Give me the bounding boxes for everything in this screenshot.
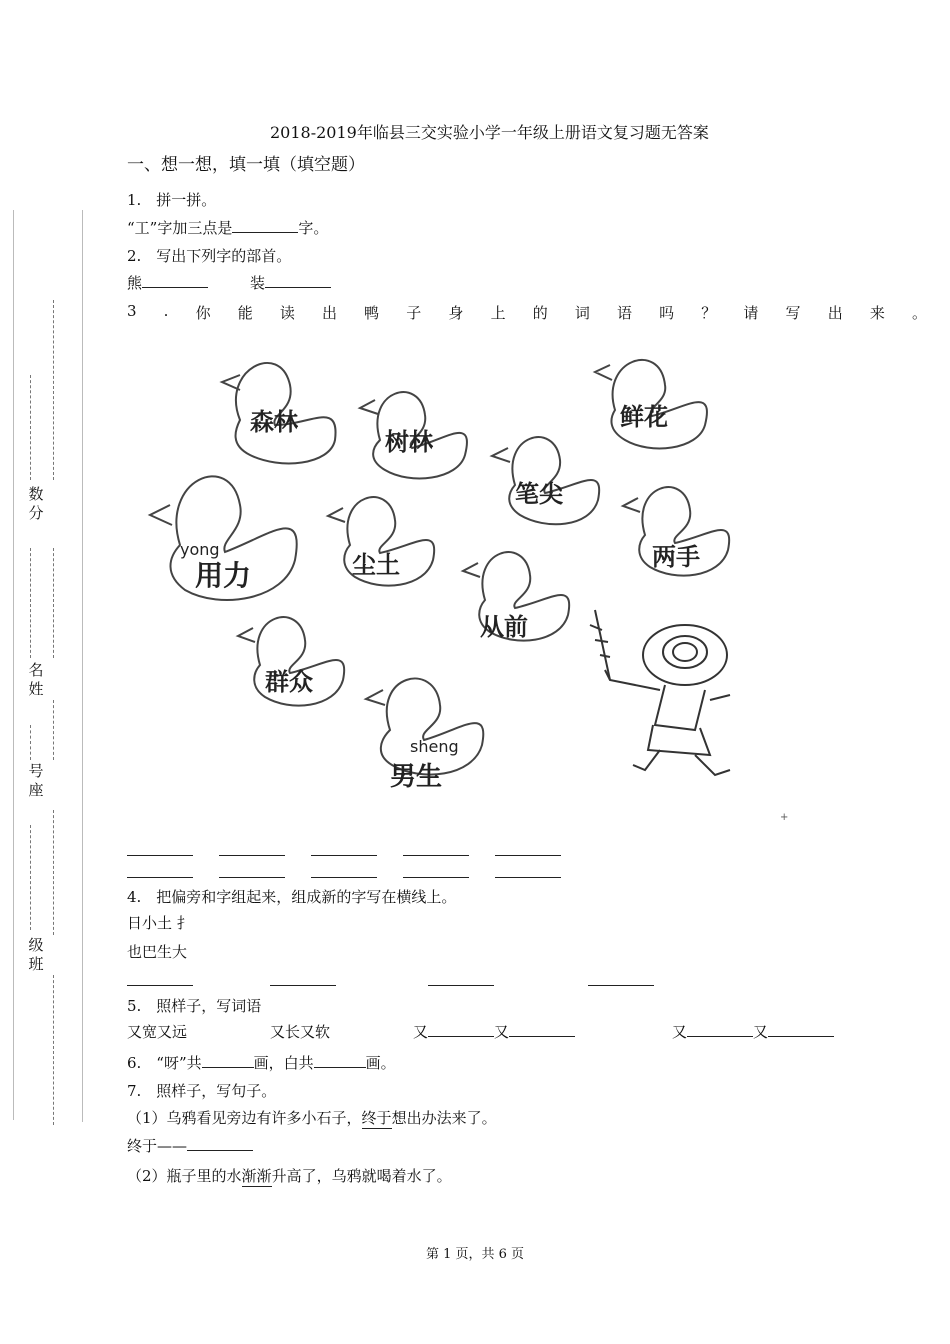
answer-line[interactable] — [403, 855, 469, 856]
q7-sentence1: （1）乌鸦看见旁边有许多小石子，终于想出办法来了。 — [127, 1109, 497, 1127]
answer-blank[interactable] — [687, 1022, 753, 1037]
margin-dash — [53, 810, 64, 935]
answer-blank[interactable] — [232, 218, 298, 233]
duck — [238, 617, 344, 705]
duck — [360, 392, 467, 478]
duck-illustration — [140, 330, 820, 830]
margin-dash — [30, 825, 41, 930]
q5-item3: 又 又 — [413, 1021, 575, 1042]
margin-line-left — [13, 210, 14, 1120]
margin-label-class: 级班 — [26, 936, 46, 974]
answer-blank[interactable] — [509, 1022, 575, 1037]
answer-blank[interactable] — [428, 1022, 494, 1037]
page-title: 2018-2019年临县三交实验小学一年级上册语文复习题无答案 — [270, 123, 709, 142]
margin-dash — [53, 548, 64, 658]
q5-item4: 又 又 — [672, 1021, 834, 1042]
margin-dash — [30, 548, 41, 658]
duck — [492, 437, 599, 524]
duck-word: 尘土 — [352, 551, 400, 579]
margin-dash — [53, 975, 64, 1125]
answer-blank[interactable] — [265, 273, 331, 288]
answer-line[interactable] — [127, 985, 193, 986]
duck — [150, 476, 297, 600]
margin-label-name: 名姓 — [26, 661, 46, 699]
answer-blank[interactable] — [142, 273, 208, 288]
q5-example2: 又长又软 — [270, 1023, 331, 1041]
duck-word: 用力 — [195, 559, 252, 592]
q1-line — [127, 217, 328, 238]
section-heading: 一、想一想，填一填（填空题） — [127, 155, 365, 175]
answer-line[interactable] — [127, 877, 193, 878]
duck-word: 笔尖 — [515, 480, 563, 508]
q1-text: “工”字加三点是 — [127, 219, 233, 237]
duck-word: 两手 — [652, 543, 700, 571]
q2-label: 2. 写出下列字的部首。 — [127, 247, 292, 265]
answer-line[interactable] — [428, 985, 494, 986]
duck — [366, 679, 483, 792]
answer-blank[interactable] — [768, 1022, 834, 1037]
duck — [222, 363, 336, 463]
margin-label-score: 数分 — [26, 485, 46, 523]
answer-line[interactable] — [127, 855, 193, 856]
q2-char: 熊 — [127, 274, 143, 292]
q2-line — [127, 272, 331, 293]
margin-dash — [30, 725, 41, 760]
underlined-word: 终于 — [361, 1109, 392, 1127]
duck-word: 男生 — [390, 762, 443, 792]
margin-dash — [30, 375, 41, 480]
duck-pinyin: sheng — [410, 737, 459, 756]
answer-line[interactable] — [588, 985, 654, 986]
margin-line-right — [82, 210, 83, 1122]
page-footer: 第 1 页，共 6 页 — [425, 1247, 525, 1262]
duck — [463, 552, 569, 641]
underlined-word: 渐渐 — [241, 1167, 272, 1185]
crosshair-mark: + — [780, 812, 789, 823]
q1-text-end: 字。 — [298, 219, 329, 237]
q7-sentence2: （2）瓶子里的水渐渐升高了，乌鸦就喝着水了。 — [127, 1167, 452, 1185]
q4-row1: 日小土 扌 — [127, 914, 192, 932]
answer-blank[interactable] — [314, 1053, 366, 1068]
margin-dash — [53, 700, 64, 760]
answer-line[interactable] — [495, 877, 561, 878]
answer-line[interactable] — [311, 855, 377, 856]
duck-word: 树林 — [385, 428, 433, 456]
duck-word: 群众 — [265, 668, 313, 696]
duck — [623, 487, 729, 575]
margin-label-seat: 号座 — [26, 762, 46, 800]
answer-blank[interactable] — [187, 1136, 253, 1151]
q5-label: 5. 照样子，写词语 — [127, 997, 262, 1015]
answer-blank[interactable] — [202, 1053, 254, 1068]
duck — [328, 497, 434, 585]
margin-dash — [53, 300, 64, 480]
answer-line[interactable] — [403, 877, 469, 878]
q7-label: 7. 照样子，写句子。 — [127, 1082, 277, 1100]
q4-row2: 也巴生大 — [127, 943, 188, 961]
q1-label: 1. 拼一拼。 — [127, 191, 217, 209]
duck-word: 鲜花 — [620, 403, 668, 431]
duck — [595, 360, 707, 449]
q5-example1: 又宽又远 — [127, 1023, 188, 1041]
q2-char: 装 — [250, 274, 266, 292]
answer-line[interactable] — [495, 855, 561, 856]
answer-line[interactable] — [219, 877, 285, 878]
answer-line[interactable] — [219, 855, 285, 856]
q4-label: 4. 把偏旁和字组起来，组成新的字写在横线上。 — [127, 888, 457, 906]
answer-line[interactable] — [311, 877, 377, 878]
q6-line: 6. “呀”共 画，白共 画。 — [127, 1054, 396, 1072]
q3-question: 3 . 你 能 读 出 鸭 子 身 上 的 词 语 吗 ？ 请 写 出 来 。 — [127, 302, 927, 322]
running-child — [590, 610, 730, 775]
q7-prompt1: 终于—— — [127, 1135, 253, 1156]
duck-word: 森林 — [250, 408, 298, 436]
duck-word: 从前 — [480, 613, 528, 641]
answer-line[interactable] — [270, 985, 336, 986]
duck-pinyin: yong — [180, 540, 220, 559]
